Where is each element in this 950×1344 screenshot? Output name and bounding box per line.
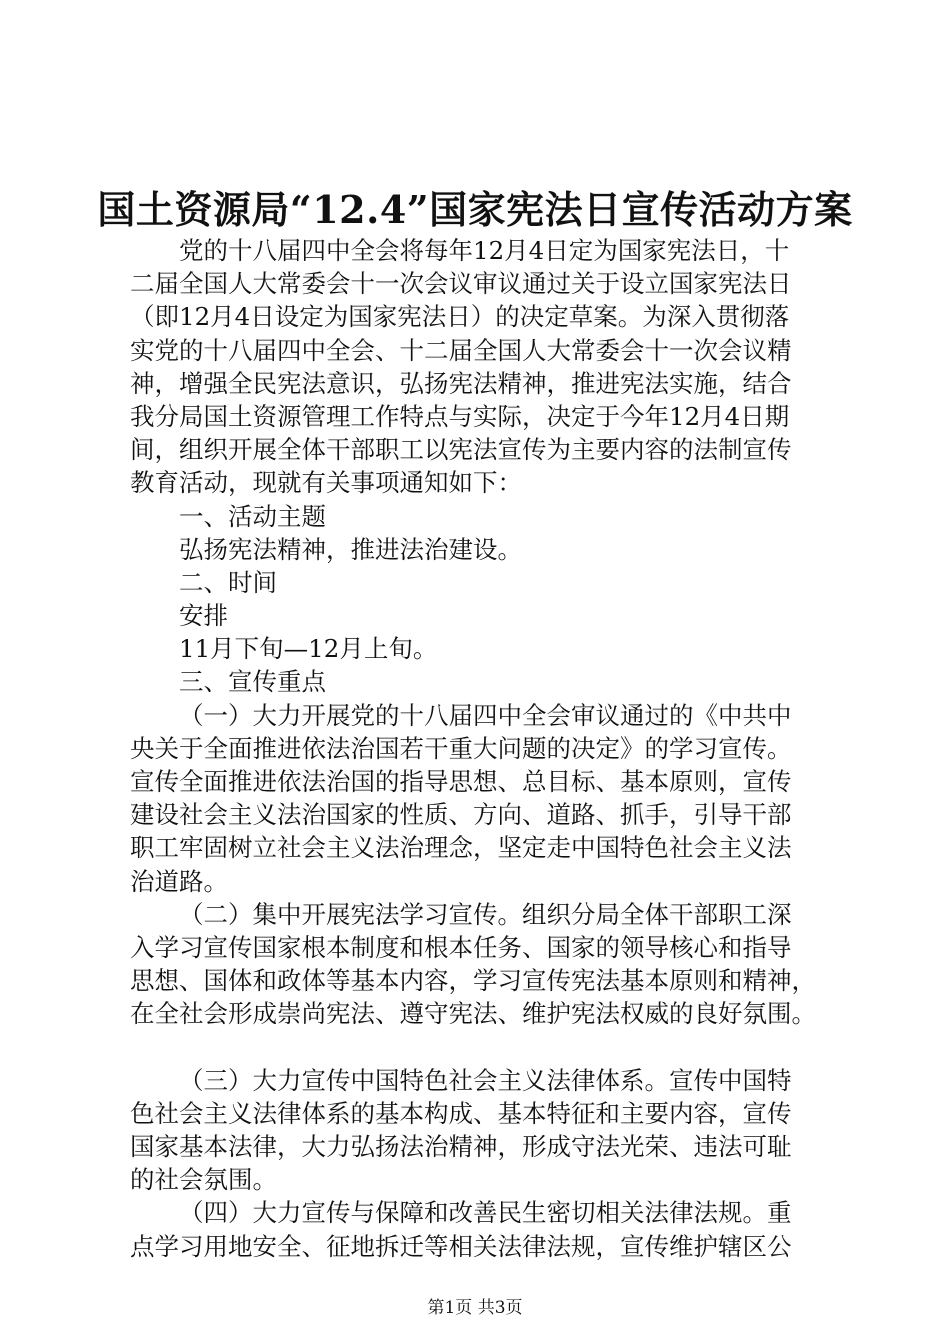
text-line: （三）大力宣传中国特色社会主义法律体系。宣传中国特	[179, 1065, 792, 1095]
text-line: （即12月4日设定为国家宪法日）的决定草案。为深入贯彻落	[130, 302, 790, 332]
text-line: （四）大力宣传与保障和改善民生密切相关法律法规。重	[179, 1198, 792, 1228]
document-title: 国土资源局“12.4”国家宪法日宣传活动方案	[97, 187, 853, 232]
text-line: 教育活动，现就有关事项通知如下：	[130, 468, 522, 498]
text-line: 的社会氛围。	[130, 1165, 277, 1195]
text-line: 实党的十八届四中全会、十二届全国人大常委会十一次会议精	[130, 335, 792, 365]
text-line: 间，组织开展全体干部职工以宪法宣传为主要内容的法制宣传	[130, 435, 792, 465]
text-line: （二）集中开展宪法学习宣传。组织分局全体干部职工深	[179, 899, 792, 929]
text-line: 入学习宣传国家根本制度和根本任务、国家的领导核心和指导	[130, 932, 792, 962]
text-line: 宣传全面推进依法治国的指导思想、总目标、基本原则，宣传	[130, 767, 792, 796]
text-line: 色社会主义法律体系的基本构成、基本特征和主要内容，宣传	[130, 1098, 792, 1128]
text-line: 建设社会主义法治国家的性质、方向、道路、抓手，引导干部	[130, 800, 792, 830]
text-line: 安排	[179, 601, 228, 631]
blank-line	[130, 1031, 836, 1064]
text-line: 国家基本法律，大力弘扬法治精神，形成守法光荣、违法可耻	[130, 1132, 792, 1162]
text-line: 我分局国土资源管理工作特点与实际，决定于今年12月4日期	[130, 401, 790, 431]
text-line: 三、宣传重点	[179, 667, 326, 697]
text-line: 二届全国人大常委会十一次会议审议通过关于设立国家宪法日	[130, 269, 792, 299]
text-line: 治道路。	[130, 866, 228, 896]
text-line: 弘扬宪法精神，推进法治建设。	[179, 534, 522, 564]
text-line: 央关于全面推进依法治国若干重大问题的决定》的学习宣传。	[130, 733, 792, 763]
text-line: 一、活动主题	[179, 501, 326, 531]
document-body	[130, 234, 836, 1263]
page-footer: 第1页 共3页	[427, 1298, 523, 1318]
text-line: 11月下旬—12月上旬。	[179, 634, 438, 664]
text-line: 思想、国体和政体等基本内容，学习宣传宪法基本原则和精神，	[130, 966, 816, 996]
text-line: 在全社会形成崇尚宪法、遵守宪法、维护宪法权威的良好氛围。	[130, 999, 816, 1029]
text-line: 二、时间	[179, 567, 277, 597]
text-line: 神，增强全民宪法意识，弘扬宪法精神，推进宪法实施，结合	[130, 368, 792, 398]
text-line: 点学习用地安全、征地拆迁等相关法律法规，宣传维护辖区公	[130, 1231, 792, 1261]
text-line: 职工牢固树立社会主义法治理念，坚定走中国特色社会主义法	[130, 833, 792, 863]
text-line: 党的十八届四中全会将每年12月4日定为国家宪法日，十	[179, 236, 790, 265]
text-line: （一）大力开展党的十八届四中全会审议通过的《中共中	[179, 700, 792, 730]
